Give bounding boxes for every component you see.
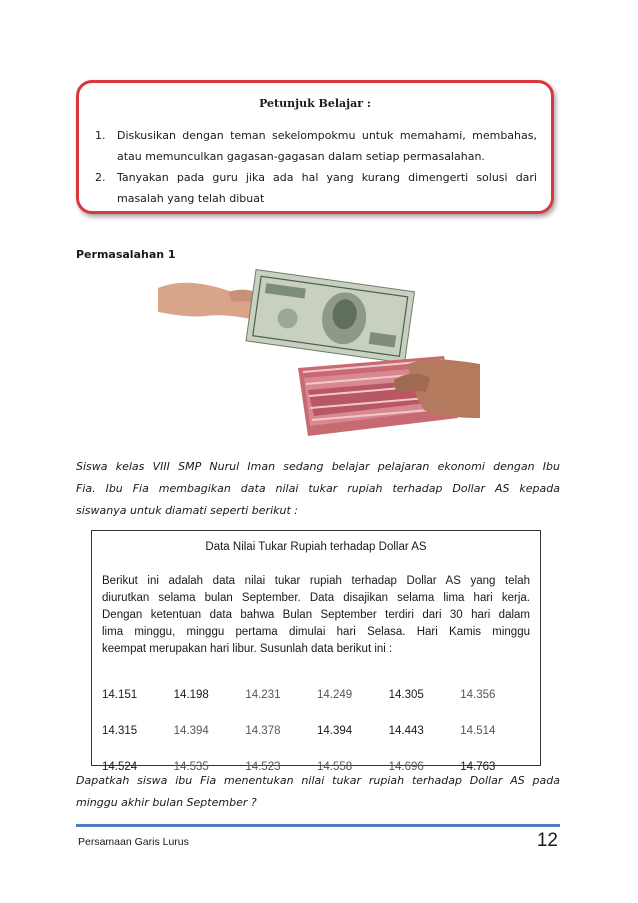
intro-line: siswanya untuk diamati seperti berikut : bbox=[76, 504, 298, 517]
study-guide-item bbox=[93, 167, 537, 209]
rate-cell: 14.535 bbox=[173, 761, 209, 773]
exchange-rate-table bbox=[102, 677, 532, 785]
question-line: minggu akhir bulan September ? bbox=[76, 796, 257, 809]
list-text-line: masalah yang telah dibuat bbox=[117, 192, 265, 205]
exchange-data-box bbox=[91, 530, 541, 773]
intro-line: Siswa kelas VIII SMP Nurul Iman sedang belajar pelajaran ekonomi dengan Ibu bbox=[76, 460, 560, 473]
description-line: diurutkan selama bulan September. Data disajikan selama lima hari kerja. bbox=[102, 592, 530, 604]
table-row bbox=[102, 677, 532, 713]
study-guide-item bbox=[93, 125, 537, 167]
question-line: Dapatkah siswa ibu Fia menentukan nilai tukar rupiah terhadap Dollar AS pada bbox=[76, 774, 560, 787]
money-exchange-photo bbox=[158, 268, 480, 442]
data-box-description bbox=[102, 573, 530, 658]
rate-cell: 14.356 bbox=[460, 689, 496, 701]
list-number: 2. bbox=[95, 171, 106, 184]
rate-cell: 14.524 bbox=[102, 761, 138, 773]
list-number: 1. bbox=[95, 129, 106, 142]
intro-line: Fia. Ibu Fia membagikan data nilai tukar rupiah terhadap Dollar AS kepada bbox=[76, 482, 560, 495]
list-text-line: Tanyakan pada guru jika ada hal yang kurang dimengerti solusi dari bbox=[117, 171, 537, 184]
rate-cell: 14.249 bbox=[316, 689, 353, 701]
list-text-line: atau memunculkan gagasan-gagasan dalam setiap permasalahan. bbox=[117, 150, 485, 163]
footer-title: Persamaan Garis Lurus bbox=[78, 836, 189, 848]
study-guide-list bbox=[93, 125, 537, 209]
study-guide-title: Petunjuk Belajar : bbox=[259, 97, 371, 110]
rate-cell: 14.514 bbox=[460, 725, 496, 737]
problem-question bbox=[76, 770, 560, 814]
page-number: 12 bbox=[536, 830, 558, 851]
rate-cell: 14.305 bbox=[388, 689, 424, 701]
dollar-bill-shape bbox=[246, 270, 414, 364]
rate-cell: 14.394 bbox=[316, 725, 353, 737]
description-line: keempat merupakan hari libur. Susunlah data berikut ini : bbox=[102, 643, 393, 655]
data-box-title: Data Nilai Tukar Rupiah terhadap Dollar AS bbox=[205, 541, 427, 553]
footer-divider bbox=[76, 824, 560, 827]
problem-intro bbox=[76, 456, 560, 522]
left-hand-shape bbox=[158, 283, 258, 320]
description-line: Berikut ini adalah data nilai tukar rupiah terhadap Dollar AS yang telah bbox=[102, 575, 530, 587]
list-text-line: Diskusikan dengan teman sekelompokmu untuk memahami, membahas, bbox=[117, 129, 537, 142]
rate-cell: 14.315 bbox=[102, 725, 138, 737]
table-row bbox=[102, 713, 532, 749]
rate-cell: 14.558 bbox=[316, 761, 353, 773]
rate-cell: 14.231 bbox=[245, 689, 281, 701]
rate-cell: 14.523 bbox=[245, 761, 281, 773]
description-line: Dengan ketentuan data bahwa Bulan September terdiri dari 30 hari dalam bbox=[102, 609, 530, 621]
problem-heading: Permasalahan 1 bbox=[76, 248, 176, 261]
rate-cell: 14.378 bbox=[245, 725, 281, 737]
rate-cell: 14.443 bbox=[388, 725, 424, 737]
rate-cell: 14.763 bbox=[460, 761, 496, 773]
rate-cell: 14.198 bbox=[173, 689, 209, 701]
rate-cell: 14.151 bbox=[102, 689, 138, 701]
description-line: lima minggu, minggu pertama dimulai hari Selasa. Hari Kamis minggu bbox=[102, 626, 530, 638]
study-guide-box bbox=[76, 80, 554, 214]
rate-cell: 14.696 bbox=[388, 761, 424, 773]
rate-cell: 14.394 bbox=[173, 725, 209, 737]
